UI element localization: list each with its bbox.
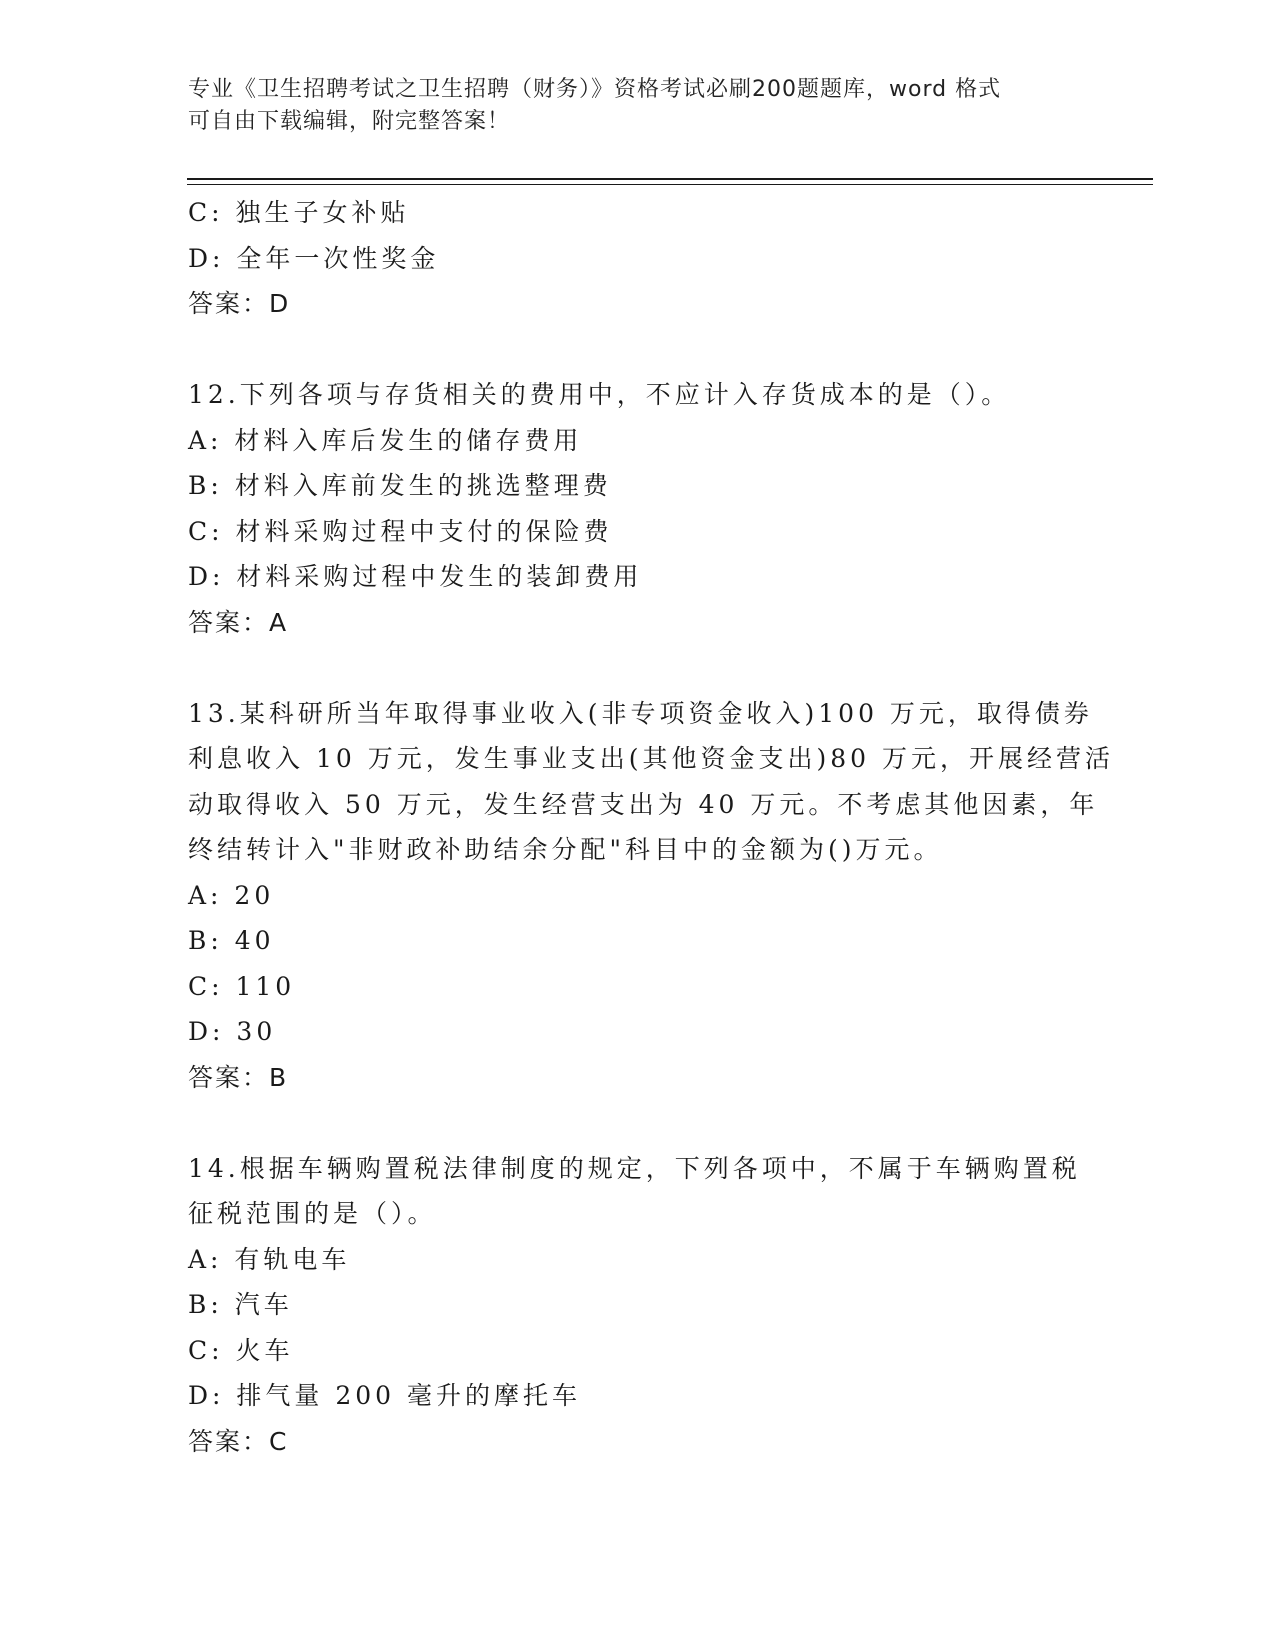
option-d: D: 排气量 200 毫升的摩托车 (188, 1381, 582, 1410)
header-divider-thick (187, 178, 1153, 180)
question-list (188, 190, 1114, 1464)
option-a: A: 20 (188, 880, 275, 910)
answer: 答案：D (188, 289, 291, 318)
option-c: C: 火车 (188, 1335, 294, 1365)
question-stem: 12.下列各项与存货相关的费用中，不应计入存货成本的是（）。 (188, 380, 1011, 409)
question-11-tail (188, 190, 1088, 327)
option-c: C: 独生子女补贴 (188, 198, 410, 227)
document-header (188, 74, 1088, 138)
answer: 答案：B (188, 1062, 289, 1092)
option-a: A: 有轨电车 (188, 1244, 351, 1274)
question-stem-line-4: 终结转计入"非财政补助结余分配"科目中的金额为()万元。 (188, 835, 943, 864)
spacer (188, 645, 1088, 691)
option-b: B: 材料入库前发生的挑选整理费 (188, 471, 612, 500)
option-d: D: 全年一次性奖金 (188, 243, 440, 273)
question-stem-line-1: 14.根据车辆购置税法律制度的规定，下列各项中，不属于车辆购置税 (188, 1153, 1081, 1183)
question-stem-line-3: 动取得收入 50 万元，发生经营支出为 40 万元。不考虑其他因素，年 (188, 789, 1099, 819)
option-b: B: 汽车 (188, 1290, 293, 1319)
header-line-2: 可自由下载编辑，附完整答案！ (188, 109, 511, 134)
question-stem-line-2: 征税范围的是（）。 (188, 1199, 437, 1228)
header-divider-thin (187, 184, 1153, 185)
question-13 (188, 691, 1114, 1101)
spacer (188, 327, 1088, 373)
question-12 (188, 372, 1088, 645)
answer: 答案：C (188, 1426, 289, 1456)
question-stem-line-2: 利息收入 10 万元，发生事业支出(其他资金支出)80 万元，开展经营活 (188, 744, 1114, 773)
option-d: D: 30 (188, 1017, 277, 1046)
option-b: B: 40 (188, 926, 275, 955)
option-d: D: 材料采购过程中发生的装卸费用 (188, 562, 643, 591)
question-14 (188, 1146, 1088, 1465)
header-line-1: 专业《卫生招聘考试之卫生招聘（财务）》资格考试必刷200题题库，word 格式 (188, 77, 1002, 102)
question-stem-line-1: 13.某科研所当年取得事业收入(非专项资金收入)100 万元，取得债券 (188, 698, 1093, 728)
answer: 答案：A (188, 607, 289, 637)
option-c: C: 110 (188, 971, 296, 1001)
option-c: C: 材料采购过程中支付的保险费 (188, 516, 613, 546)
spacer (188, 1100, 1088, 1146)
option-a: A: 材料入库后发生的储存费用 (188, 425, 583, 455)
